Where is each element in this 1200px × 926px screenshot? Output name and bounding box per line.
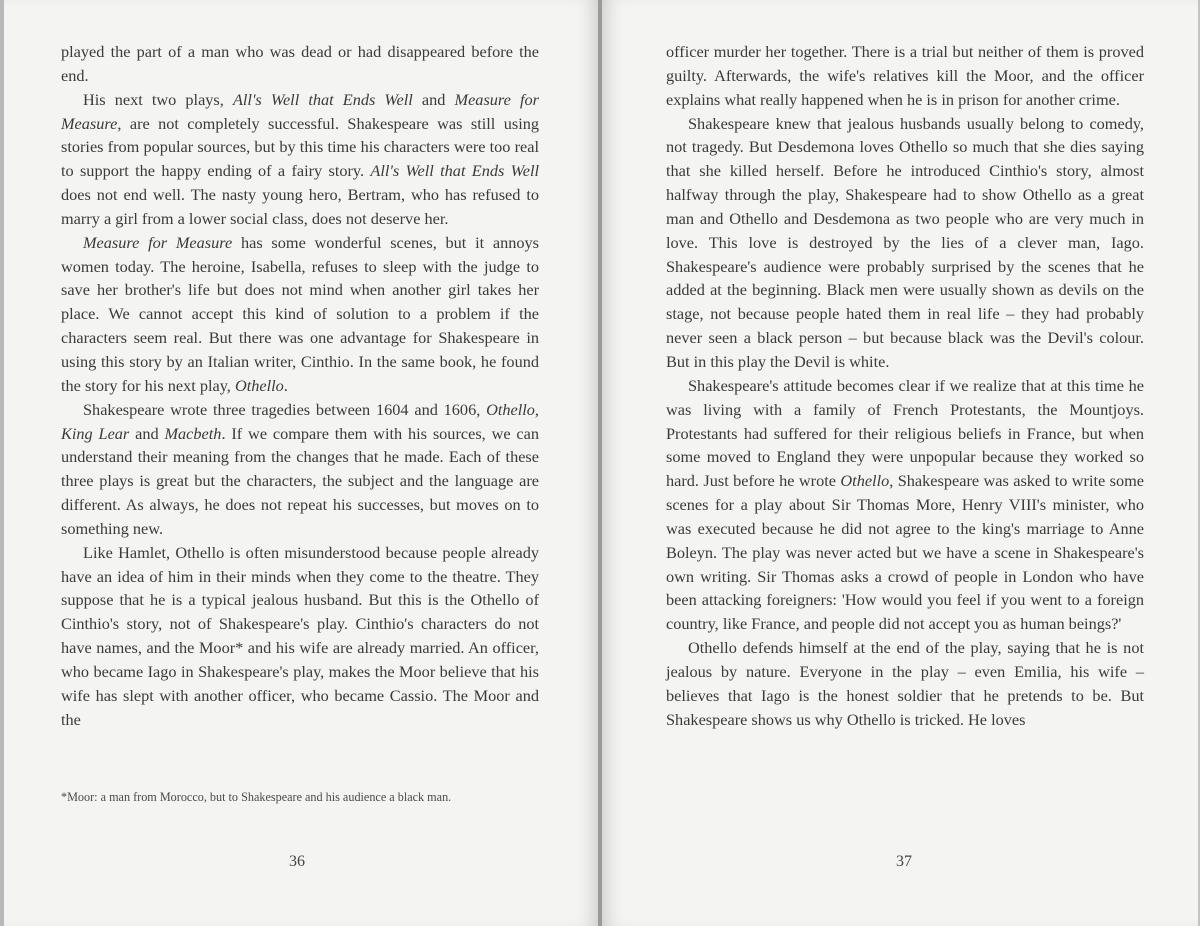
italic-title: Macbeth	[164, 423, 222, 443]
text-run: , are not completely successful. Shakespeare was still using stories from popular sources, but by this time his characters were too real to support the happy ending of a fairy story.	[61, 113, 539, 181]
text-run: has some wonderful scenes, but it annoys women today. The heroine, Isabella, refuses to sleep with the judge to save her brother's life but does not mind when another girl takes her place. We cannot accept this kind of solution to a problem if the characters seem real. But there was one advantage for Shakespeare in using this story by an Italian writer, Cinthio. In the same book, he found the story for his next play,	[61, 232, 540, 395]
paragraph	[666, 374, 1144, 636]
italic-title: All's Well that Ends Well	[232, 89, 413, 109]
text-run: and	[129, 423, 165, 443]
italic-title: Measure for Measure	[61, 89, 539, 133]
text-run: .	[283, 375, 288, 395]
paragraph	[61, 231, 539, 398]
paragraph	[666, 112, 1144, 374]
italic-title: Othello	[486, 399, 535, 419]
left-page	[4, 0, 598, 926]
text-run: and	[412, 89, 455, 109]
italic-title: All's Well that Ends Well	[370, 161, 539, 181]
text-run: . If we compare them with his sources, we can understand their meaning from the changes that he made. Each of these three plays is great but the characters, the subject and the language are different. As always, he does not repeat his successes, but moves on to something new.	[61, 423, 539, 538]
text-run: Othello defends himself at the end of the play, saying that he is not jealous by nature. Everyone in the play – even Emilia, his wife – believes that Iago is the honest soldier that he pretends to be. But Shakespeare shows us why Othello is tricked. He loves	[666, 638, 1144, 729]
italic-title: Othello	[840, 471, 890, 491]
paragraph	[666, 40, 1144, 112]
paragraph	[666, 636, 1144, 731]
text-run: played the part of a man who was dead or had disappeared before the end.	[61, 42, 539, 85]
text-run: His next two plays,	[83, 89, 233, 109]
text-run: Shakespeare knew that jealous husbands usually belong to comedy, not tragedy. But Desdemona loves Othello so much that she dies saying that she killed herself. Before he introduced Cinthio's story, almost halfway through the play, Shakespeare had to show Othello as a great man and Othello and Desdemona as two people who are very much in love. This love is destroyed by the lies of a clever man, Iago. Shakespeare's audience were probably surprised by the scenes that he added at the beginning. Black men were usually shown as devils on the stage, not because people hated them in real life – they had probably never seen a black person – but because black was the Devil's colour. But in this play the Devil is white.	[666, 113, 1144, 371]
left-page-body	[61, 40, 539, 731]
paragraph	[61, 40, 539, 88]
right-page	[602, 0, 1198, 926]
text-run: ,	[534, 399, 539, 419]
page-number-left: 36	[289, 853, 305, 870]
text-run: officer murder her together. There is a trial but neither of them is proved guilty. Afterwards, the wife's relatives kill the Moor, and the officer explains what really happened when he is in prison for another crime.	[666, 42, 1144, 109]
italic-title: Measure for Measure	[83, 232, 233, 252]
text-run: Shakespeare's attitude becomes clear if we realize that at this time he was living with a family of French Protestants, the Mountjoys. Protestants had suffered for their religious beliefs in France, but when some moved to England they were unpopular because they worked so hard. Just before he wrote	[666, 375, 1144, 491]
right-page-body	[666, 40, 1144, 731]
paragraph	[61, 398, 539, 541]
text-run: Shakespeare wrote three tragedies between 1604 and 1606,	[83, 399, 487, 419]
page-number-right: 37	[896, 853, 912, 870]
paragraph	[61, 88, 539, 231]
paragraph	[61, 541, 539, 732]
text-run: does not end well. The nasty young hero, Bertram, who has refused to marry a girl from a lower social class, does not deserve her.	[61, 185, 539, 228]
footnote: *Moor: a man from Morocco, but to Shakespeare and his audience a black man.	[61, 790, 452, 804]
text-run: , Shakespeare was asked to write some scenes for a play about Sir Thomas More, Henry VIII's minister, who was executed because he did not agree to the king's marriage to Anne Boleyn. The play was never acted but we have a scene in Shakespeare's own writing. Sir Thomas asks a crowd of people in London who have been attacking foreigners: 'How would you feel if you went to a foreign country, like France, and people did not accept you as human beings?'	[666, 471, 1145, 634]
italic-title: King Lear	[61, 423, 130, 443]
text-run: Like Hamlet, Othello is often misunderstood because people already have an idea of him in their minds when they come to the theatre. They suppose that he is a typical jealous husband. But this is the Othello of Cinthio's story, not of Shakespeare's play. Cinthio's characters do not have names, and the Moor* and his wife are already married. An officer, who became Iago in Shakespeare's play, makes the Moor believe that his wife has slept with another officer, who became Cassio. The Moor and the	[61, 542, 539, 729]
italic-title: Othello	[234, 375, 284, 395]
